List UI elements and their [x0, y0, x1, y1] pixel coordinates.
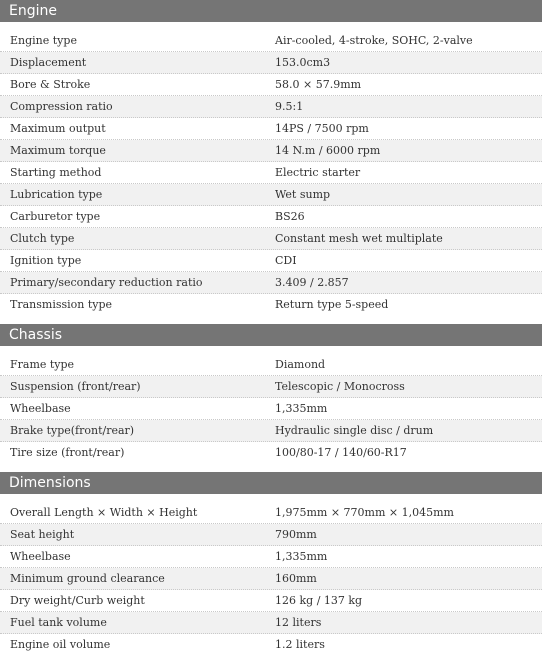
table-row [0, 546, 542, 568]
spec-value: CDI [275, 254, 297, 267]
spec-label: Wheelbase [10, 550, 71, 563]
section-gap [0, 464, 542, 472]
table-row [0, 184, 542, 206]
spec-label: Engine type [10, 34, 77, 47]
table-row [0, 118, 542, 140]
table-row [0, 634, 542, 656]
table-row [0, 398, 542, 420]
section-spacer [0, 22, 542, 30]
spec-label: Seat height [10, 528, 75, 541]
section-spacer [0, 494, 542, 502]
table-row [0, 524, 542, 546]
spec-value: 9.5:1 [275, 100, 304, 113]
table-row [0, 376, 542, 398]
section-header-chassis: Chassis [0, 324, 542, 346]
spec-value: 1.2 liters [275, 638, 325, 651]
spec-label: Maximum torque [10, 144, 106, 157]
table-row [0, 52, 542, 74]
table-row [0, 294, 542, 316]
spec-label: Engine oil volume [10, 638, 111, 651]
spec-value: 790mm [275, 528, 317, 541]
table-row [0, 354, 542, 376]
table-row [0, 568, 542, 590]
engine-table [0, 30, 542, 316]
spec-label: Brake type(front/rear) [10, 424, 135, 437]
spec-value: 3.409 / 2.857 [275, 276, 349, 289]
spec-value: 153.0cm3 [275, 56, 331, 69]
section-header-dimensions: Dimensions [0, 472, 542, 494]
spec-label: Minimum ground clearance [10, 572, 165, 585]
spec-value: 160mm [275, 572, 317, 585]
spec-label: Fuel tank volume [10, 616, 107, 629]
table-row [0, 162, 542, 184]
spec-value: 1,975mm × 770mm × 1,045mm [275, 506, 454, 519]
section-gap [0, 316, 542, 324]
table-row [0, 502, 542, 524]
spec-label: Bore & Stroke [10, 78, 91, 91]
spec-label: Transmission type [10, 298, 113, 311]
table-row [0, 74, 542, 96]
spec-label: Maximum output [10, 122, 106, 135]
spec-label: Primary/secondary reduction ratio [10, 276, 203, 289]
table-row [0, 250, 542, 272]
spec-label: Tire size (front/rear) [10, 446, 125, 459]
chassis-table [0, 354, 542, 464]
table-row [0, 228, 542, 250]
table-row [0, 140, 542, 162]
spec-value: 14PS / 7500 rpm [275, 122, 369, 135]
spec-label: Lubrication type [10, 188, 103, 201]
table-row [0, 272, 542, 294]
spec-label: Frame type [10, 358, 75, 371]
spec-label: Ignition type [10, 254, 82, 267]
spec-label: Overall Length × Width × Height [10, 506, 198, 519]
spec-value: 14 N.m / 6000 rpm [275, 144, 381, 157]
spec-label: Wheelbase [10, 402, 71, 415]
spec-value: Wet sump [275, 188, 331, 201]
spec-value: 58.0 × 57.9mm [275, 78, 362, 91]
spec-label: Carburetor type [10, 210, 101, 223]
spec-value: Electric starter [275, 166, 361, 179]
spec-value: Diamond [275, 358, 326, 371]
spec-label: Starting method [10, 166, 102, 179]
spec-value: 12 liters [275, 616, 322, 629]
spec-label: Displacement [10, 56, 87, 69]
section-spacer [0, 346, 542, 354]
table-row [0, 420, 542, 442]
spec-value: 1,335mm [275, 402, 328, 415]
table-row [0, 30, 542, 52]
spec-label: Dry weight/Curb weight [10, 594, 145, 607]
spec-value: 1,335mm [275, 550, 328, 563]
table-row [0, 96, 542, 118]
spec-label: Compression ratio [10, 100, 113, 113]
spec-value: Telescopic / Monocross [275, 380, 405, 393]
section-header-engine: Engine [0, 0, 542, 22]
spec-value: 126 kg / 137 kg [275, 594, 363, 607]
spec-value: BS26 [275, 210, 305, 223]
spec-value: Constant mesh wet multiplate [275, 232, 443, 245]
dimensions-table [0, 502, 542, 656]
table-row [0, 206, 542, 228]
spec-value: Air-cooled, 4-stroke, SOHC, 2-valve [275, 34, 473, 47]
spec-label: Suspension (front/rear) [10, 380, 141, 393]
spec-label: Clutch type [10, 232, 75, 245]
spec-value: 100/80-17 / 140/60-R17 [275, 446, 407, 459]
table-row [0, 590, 542, 612]
spec-value: Return type 5-speed [275, 298, 389, 311]
spec-value: Hydraulic single disc / drum [275, 424, 434, 437]
table-row [0, 442, 542, 464]
table-row [0, 612, 542, 634]
